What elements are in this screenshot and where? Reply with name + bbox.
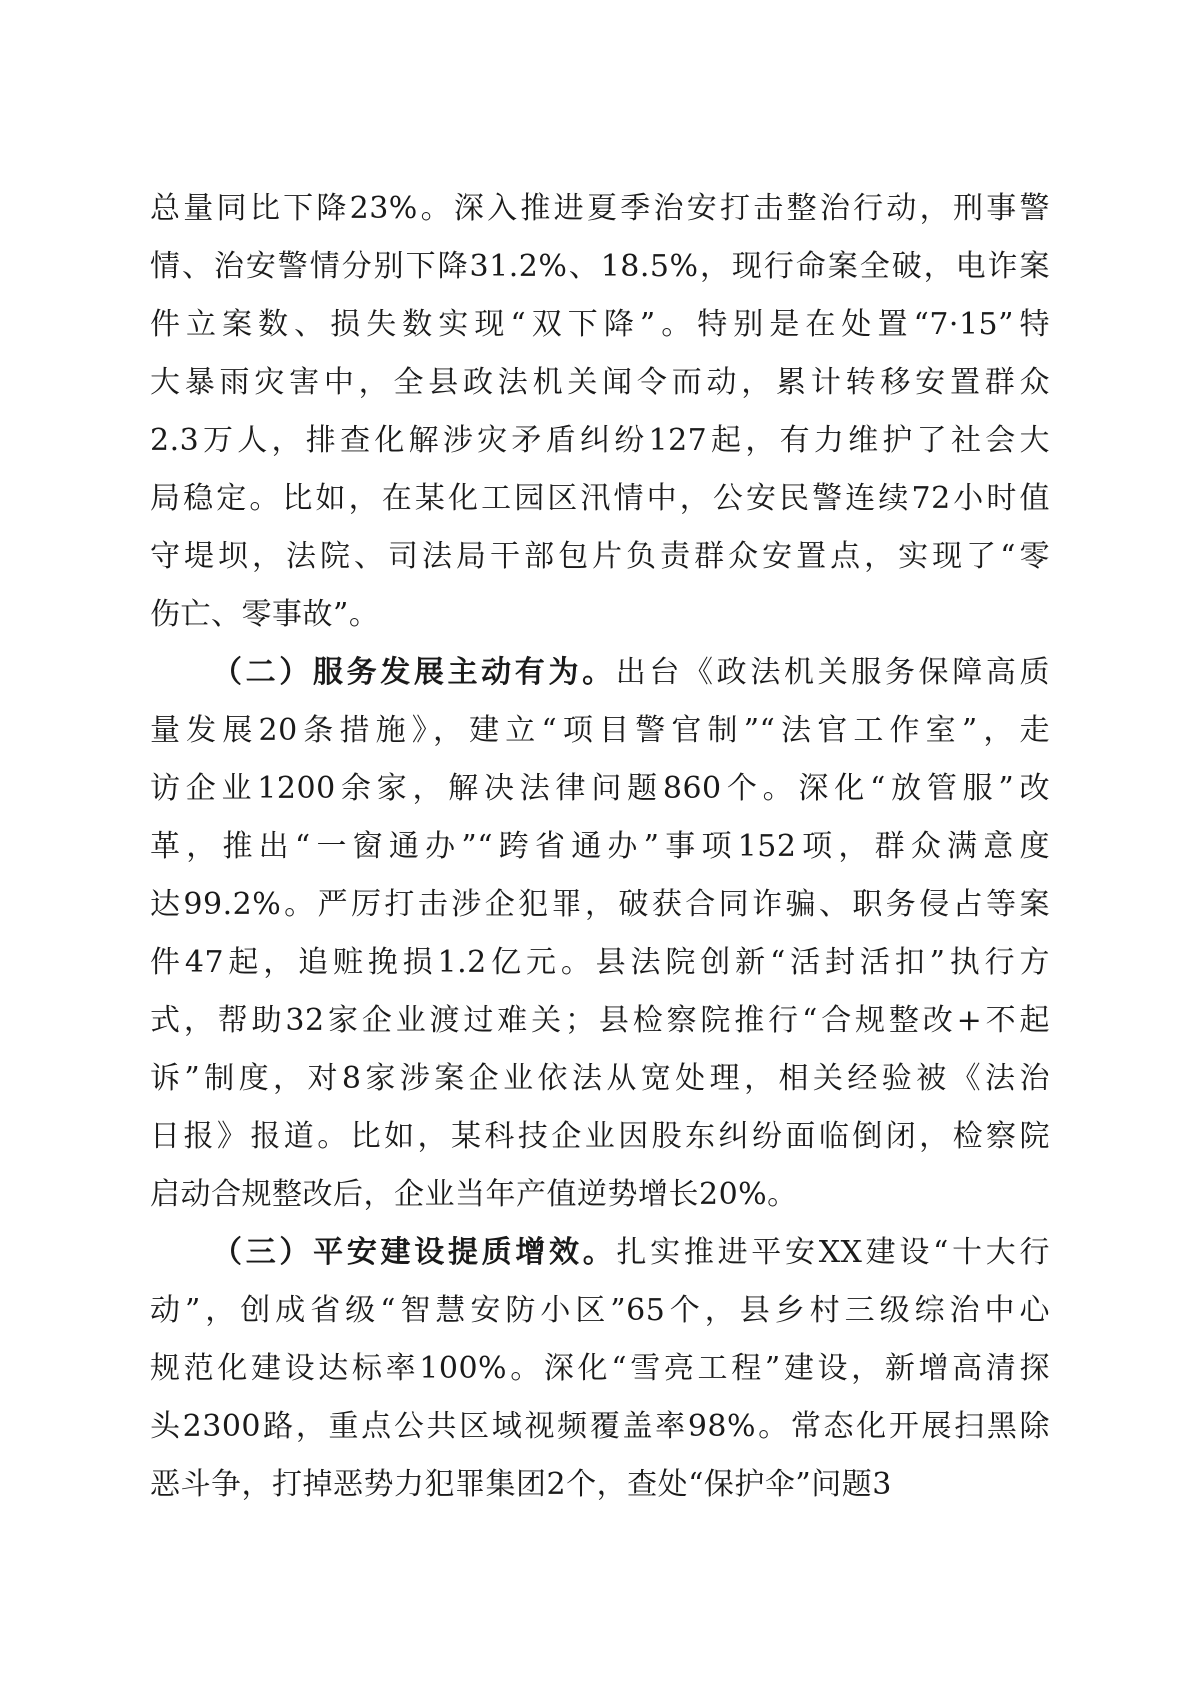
text-line: 日报》报道。比如，某科技企业因股东纠纷面临倒闭，检察院 [150, 1119, 1050, 1154]
paragraph-safety-construction [150, 1224, 1050, 1514]
text-line: 大暴雨灾害中，全县政法机关闻令而动，累计转移安置群众 [150, 365, 1050, 400]
document-body [150, 180, 1050, 1514]
section-heading: （三）平安建设提质增效。 [212, 1235, 617, 1270]
section-heading: （二）服务发展主动有为。 [212, 655, 616, 690]
paragraph-service-development [150, 644, 1050, 1224]
text-line: 件47起，追赃挽损1.2亿元。县法院创新“活封活扣”执行方 [150, 945, 1050, 980]
text-line: 启动合规整改后，企业当年产值逆势增长20%。 [150, 1177, 798, 1212]
text-line: 头2300路，重点公共区域视频覆盖率98%。常态化开展扫黑除 [150, 1409, 1050, 1444]
text-line: 革，推出“一窗通办”“跨省通办”事项152项，群众满意度 [150, 829, 1050, 864]
text-line: 恶斗争，打掉恶势力犯罪集团2个，查处“保护伞”问题3 [150, 1467, 892, 1502]
text-line: 总量同比下降23%。深入推进夏季治安打击整治行动，刑事警 [150, 191, 1050, 226]
text-line: 2.3万人，排查化解涉灾矛盾纠纷127起，有力维护了社会大 [150, 423, 1050, 458]
text-line: 情、治安警情分别下降31.2%、18.5%，现行命案全破，电诈案 [150, 249, 1050, 284]
text-line: 守堤坝，法院、司法局干部包片负责群众安置点，实现了“零 [150, 539, 1050, 574]
text-line: 式，帮助32家企业渡过难关；县检察院推行“合规整改+不起 [150, 1003, 1050, 1038]
text-line: 规范化建设达标率100%。深化“雪亮工程”建设，新增高清探 [150, 1351, 1050, 1386]
text-line-first [150, 644, 1050, 702]
text-line-first [150, 1224, 1050, 1282]
text-span: 出台《政法机关服务保障高质 [615, 655, 1050, 690]
text-line: 达99.2%。严厉打击涉企犯罪，破获合同诈骗、职务侵占等案 [150, 887, 1050, 922]
text-line: 件立案数、损失数实现“双下降”。特别是在处置“7·15”特 [150, 307, 1050, 342]
text-line: 量发展20条措施》，建立“项目警官制”“法官工作室”，走 [150, 713, 1050, 748]
text-line: 伤亡、零事故”。 [150, 597, 380, 632]
text-line: 访企业1200余家，解决法律问题860个。深化“放管服”改 [150, 771, 1050, 806]
paragraph-public-security [150, 180, 1050, 644]
text-line: 动”，创成省级“智慧安防小区”65个，县乡村三级综治中心 [150, 1293, 1050, 1328]
text-line: 局稳定。比如，在某化工园区汛情中，公安民警连续72小时值 [150, 481, 1050, 516]
text-span: 扎实推进平安XX建设“十大行 [616, 1235, 1050, 1270]
text-line: 诉”制度，对8家涉案企业依法从宽处理，相关经验被《法治 [150, 1061, 1050, 1096]
